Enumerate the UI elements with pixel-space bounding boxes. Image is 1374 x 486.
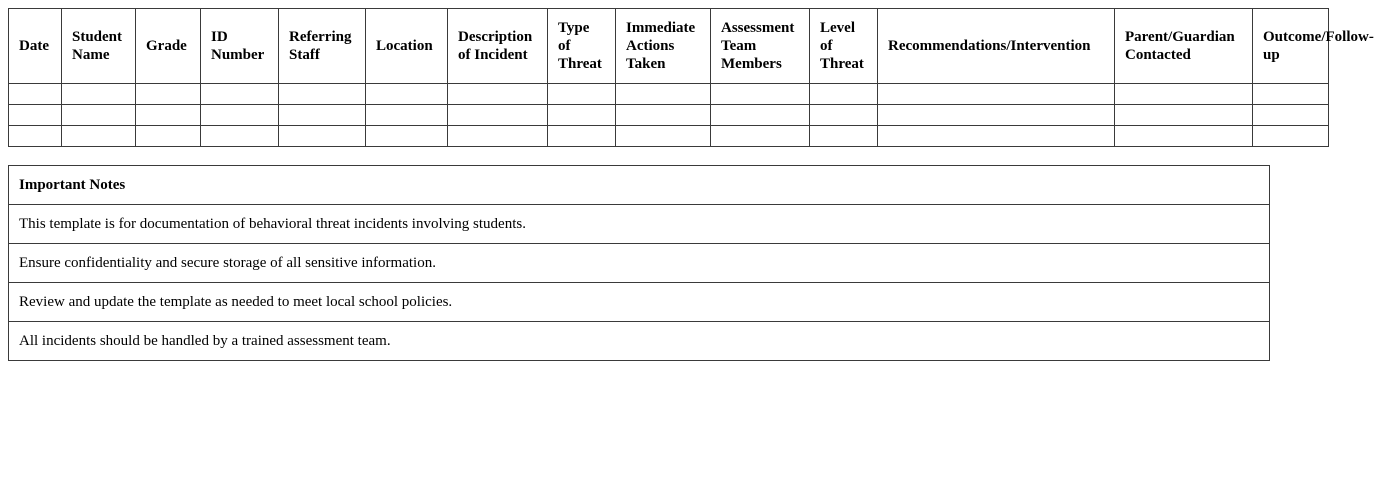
header-id-number: ID Number [201, 9, 279, 84]
table-cell[interactable] [810, 84, 878, 105]
table-cell[interactable] [201, 84, 279, 105]
table-cell[interactable] [878, 105, 1115, 126]
header-immediate-actions: Immediate Actions Taken [616, 9, 711, 84]
table-cell[interactable] [136, 105, 201, 126]
notes-table [8, 165, 1270, 361]
table-cell[interactable] [279, 126, 366, 147]
notes-row [9, 283, 1270, 322]
note-item: Review and update the template as needed to meet local school policies. [9, 283, 1270, 322]
note-item: All incidents should be handled by a trained assessment team. [9, 322, 1270, 361]
table-row [9, 126, 1329, 147]
table-cell[interactable] [878, 126, 1115, 147]
table-cell[interactable] [279, 105, 366, 126]
table-cell[interactable] [136, 84, 201, 105]
table-cell[interactable] [810, 126, 878, 147]
header-date: Date [9, 9, 62, 84]
table-cell[interactable] [1115, 105, 1253, 126]
table-cell[interactable] [1253, 84, 1329, 105]
incident-table [8, 8, 1374, 147]
table-cell[interactable] [9, 105, 62, 126]
header-row [9, 9, 1329, 84]
table-cell[interactable] [9, 126, 62, 147]
table-cell[interactable] [201, 126, 279, 147]
table-cell[interactable] [1115, 84, 1253, 105]
table-cell[interactable] [1115, 126, 1253, 147]
header-grade: Grade [136, 9, 201, 84]
table-cell[interactable] [366, 126, 448, 147]
table-cell[interactable] [711, 84, 810, 105]
table-cell[interactable] [9, 84, 62, 105]
notes-row [9, 205, 1270, 244]
table-cell[interactable] [448, 126, 548, 147]
table-cell[interactable] [62, 126, 136, 147]
table-cell[interactable] [616, 126, 711, 147]
header-student-name: Student Name [62, 9, 136, 84]
table-cell[interactable] [711, 126, 810, 147]
notes-row [9, 244, 1270, 283]
header-description: Description of Incident [448, 9, 548, 84]
header-type-of-threat: Type of Threat [548, 9, 616, 84]
table-cell[interactable] [548, 126, 616, 147]
header-outcome: Outcome/Follow-up [1253, 9, 1329, 84]
table-cell[interactable] [62, 105, 136, 126]
notes-title: Important Notes [9, 166, 1270, 205]
table-cell[interactable] [448, 105, 548, 126]
table-cell[interactable] [711, 105, 810, 126]
table-cell[interactable] [616, 84, 711, 105]
table-cell[interactable] [1253, 126, 1329, 147]
table-cell[interactable] [810, 105, 878, 126]
table-cell[interactable] [448, 84, 548, 105]
table-cell[interactable] [878, 84, 1115, 105]
header-level-of-threat: Level of Threat [810, 9, 878, 84]
header-assessment-team: Assessment Team Members [711, 9, 810, 84]
table-cell[interactable] [548, 105, 616, 126]
note-item: This template is for documentation of behavioral threat incidents involving students. [9, 205, 1270, 244]
header-recommendations: Recommendations/Intervention [878, 9, 1115, 84]
notes-row [9, 322, 1270, 361]
table-cell[interactable] [616, 105, 711, 126]
table-cell[interactable] [1253, 105, 1329, 126]
table-cell[interactable] [548, 84, 616, 105]
incident-table-wrapper [8, 8, 1374, 147]
note-item: Ensure confidentiality and secure storage of all sensitive information. [9, 244, 1270, 283]
table-row [9, 84, 1329, 105]
notes-title-row [9, 166, 1270, 205]
table-cell[interactable] [279, 84, 366, 105]
header-location: Location [366, 9, 448, 84]
table-cell[interactable] [136, 126, 201, 147]
table-cell[interactable] [366, 105, 448, 126]
table-cell[interactable] [201, 105, 279, 126]
table-row [9, 105, 1329, 126]
header-referring-staff: Referring Staff [279, 9, 366, 84]
table-cell[interactable] [62, 84, 136, 105]
table-cell[interactable] [366, 84, 448, 105]
header-parent-contacted: Parent/Guardian Contacted [1115, 9, 1253, 84]
